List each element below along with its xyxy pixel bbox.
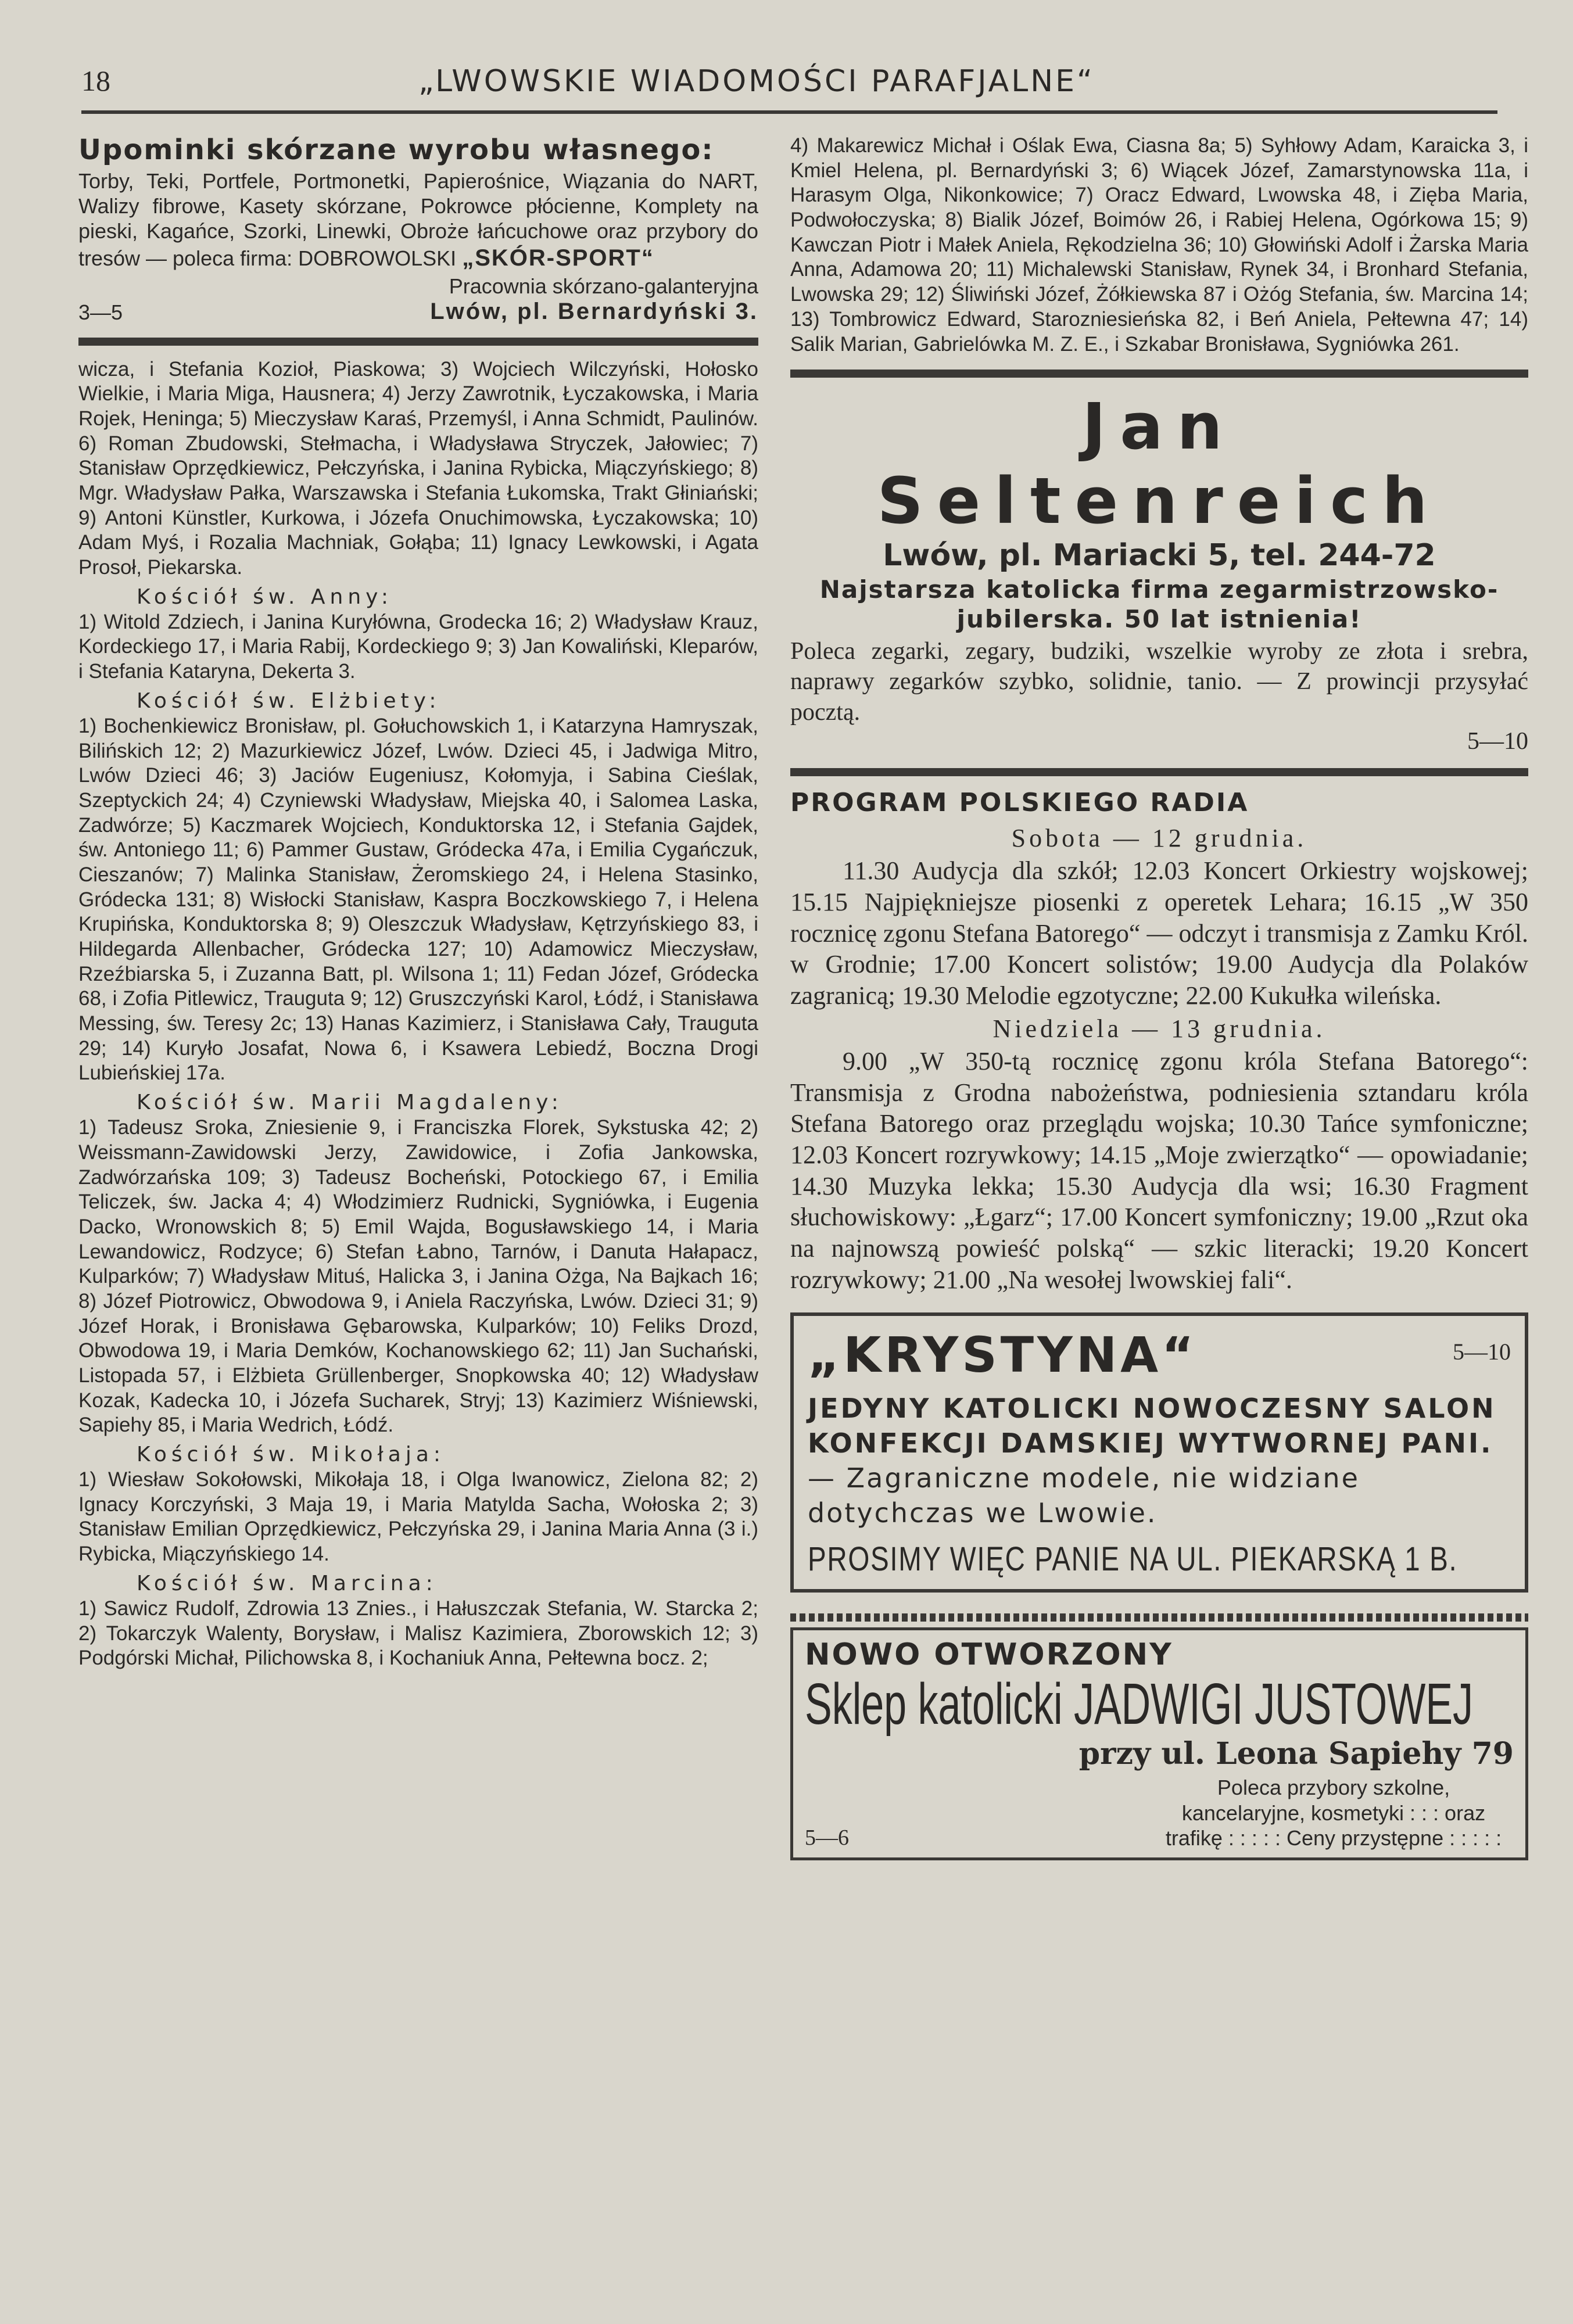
ad-text: JEDYNY KATOLICKI NOWOCZESNY SALON KONFEKCJI DAMSKIEJ WYTWORNEJ PANI. — [808, 1393, 1496, 1459]
marriage-list-elzbiety: 1) Bochenkiewicz Bronisław, pl. Gołuchowskich 1, i Katarzyna Hamryszak, Bilińskich 12; 2) Mazurkiewicz Józef, Lwów. Dzieci 45, i Jadwiga Mitro, Lwów Dzieci 46; 3) Jaciów Eugeniusz, Kołomyja, i Sabina Cieślak, Szeptyckich 24; 4) Czyniewski Władysław, Miejska 40, i Salomea Laska, Zadwórze; 5) Kaczmarek Wojciech, Konduktorska 12, i Stefania Gajdek, św. Antoniego 11; 6) Pammer Gustaw, Gródecka 47a, i Emilia Cygańczuk, Cieszanów; 7) Malinka Stanisław, Żeromskiego 24, i Helena Stasinko, Gródecka 131; 8) Wisłocki Stanisław, Kaspra Boczkowskiego 7, i Helena Krupińska, Konduktorska 8; 9) Oleszczuk Władysław, Kętrzyńskiego 83, i Hildegarda Allenbacher, Gródecka 127; 10) Adamowicz Mieczysław, Rzeźbiarska 5, i Zuzanna Batt, pl. Wilsona 1; 11) Fedan Józef, Gródecka 68, i Zofia Pitlewicz, Trauguta 9; 12) Gruszczyński Karol, Łódź, i Stanisława Messing, św. Teresy 2c; 13) Hanas Kazimierz, i Stanisława Cały, Trauguta 29; 14) Kuryło Josafat, Nowa 6, i Ksawera Lebiedź, Boczna Drogi Lubieńskiej 17a. — [78, 714, 758, 1085]
sklep-ad-bottom — [805, 1775, 1514, 1850]
ad-offer: Poleca przybory szkolne, kancelaryjne, kosmetyki : : : oraz trafikę : : : : : Ceny przystępne : : : : : — [1165, 1776, 1502, 1850]
sklep-ad — [790, 1627, 1528, 1860]
radio-title: PROGRAM POLSKIEGO RADIA — [790, 788, 1249, 818]
ad-body: Poleca zegarki, zegary, budziki, wszelkie wyroby ze złota i srebra, naprawy zegarków szybko, solidnie, tanio. — Z prowincji przysyłać pocztą. — [790, 637, 1528, 726]
ad-address: Lwów, pl. Bernardyński 3. — [430, 298, 758, 324]
ad-firm-name: „KRYSTYNA“ — [808, 1326, 1198, 1384]
ad-headline: NOWO OTWORZONY — [805, 1637, 1173, 1673]
page-number: 18 — [81, 64, 110, 97]
ad-address-block — [352, 274, 758, 325]
marriage-list-magdaleny: 1) Tadeusz Sroka, Zniesienie 9, i Franciszka Florek, Sykstuska 42; 2) Weissmann-Zawidowski Jerzy, Zawidowice, i Zofia Jankowska, Zadwórzańska 109; 3) Tadeusz Bocheński, Potockiego 67, i Emilia Teliczek, św. Jacka 4; 4) Włodzimierz Rudnicki, Sygniówka, i Eugenia Dacko, Wronowskich 8; 5) Emil Wajda, Bogusławskiego 14, i Maria Lewandowicz, Rodzyce; 6) Stefan Łabno, Tarnów, i Danuta Hałapacz, Kulparków; 7) Władysław Mituś, Halicka 3, i Janina Ożga, Na Bajkach 16; 8) Józef Piotrowicz, Obwodowa 9, i Aniela Raczyńska, Lwów. Dzieci 31; 9) Józef Horak, i Bronisława Gębarowska, Kulparków; 10) Feliks Drozd, Obwodowa 19, i Maria Demków, Kochanowskiego 62; 11) Jan Suchański, Listopada 57, i Elżbieta Grüllenberger, Snopkowska 40; 12) Władysław Kozak, Kadecka 10, i Józefa Sucharek, Stryj; 13) Kazimierz Wiśniewski, Sapiehy 85, i Maria Wedrich, Łódź. — [78, 1116, 758, 1437]
ad-code: 5—6 — [805, 1825, 849, 1850]
skor-sport-ad — [78, 134, 758, 325]
ad-footer — [790, 727, 1528, 755]
running-title: „LWOWSKIE WIADOMOŚCI PARAFJALNE“ — [418, 64, 1095, 99]
ad-address: Lwów, pl. Mariacki 5, tel. 244-72 — [883, 538, 1436, 573]
ad-body-text: Torby, Teki, Portfele, Portmonetki, Papierośnice, Wiązania do NART, Walizy fibrowe, Kasety skórzane, Pokrowce płócienne, Komplety na pieski, Kagańce, Szorki, Linewki, Obroże łańcuchowe oraz przybory do tresów — poleca firma: DOBROWOLSKI — [78, 169, 758, 270]
ad-claim: Najstarsza katolicka firma zegarmistrzowsko-jubilerska. 50 lat istnienia! — [819, 575, 1499, 633]
section-heading-anny: Kościół św. Anny: — [137, 584, 393, 609]
right-column — [790, 134, 1528, 2289]
ad-address: przy ul. Leona Sapiehy 79 — [1078, 1736, 1514, 1772]
krystyna-ad — [790, 1312, 1528, 1593]
ad-bottom-line: PROSIMY WIĘC PANIE NA UL. PIEKARSKĄ 1 B. — [808, 1540, 1458, 1579]
radio-day-sunday: Niedziela — 13 grudnia. — [992, 1014, 1326, 1043]
divider — [790, 370, 1528, 378]
marriage-list-intro: wicza, i Stefania Kozioł, Piaskowa; 3) Wojciech Wilczyński, Hołosko Wielkie, i Maria Miga, Hausnera; 4) Jerzy Zawrotnik, Łyczakowska, i Maria Rojek, Heninga; 5) Mieczysław Karaś, Przemyśl, i Anna Schmidt, Paulinów. 6) Roman Zbudowski, Stełmacha, i Władysława Stryczek, Jałowiec; 7) Stanisław Oprzędkiewicz, Pełczyńska, i Janina Rybicka, Miączyńskiego; 8) Mgr. Władysław Pałka, Warszawska i Stefania Łukomska, Trakt Głiniański; 9) Antoni Künstler, Kurkowa, i Józefa Onuchimowska, Łyczakowska; 10) Adam Myś, i Rozalia Machniak, Gołąba; 11) Ignacy Lewkowski, i Agata Prosoł, Piekarska. — [78, 357, 758, 579]
ad-firm-name: Sklep katolicki JADWIGI JUSTOWEJ — [805, 1672, 1474, 1737]
ad-body — [78, 168, 758, 272]
divider — [78, 338, 758, 346]
ad-title: Upominki skórzane wyrobu własnego: — [78, 134, 714, 166]
ad-firm-name: Jan Seltenreich — [877, 389, 1442, 539]
ad-text-secondary: — Zagraniczne modele, nie widziane dotychczas we Lwowie. — [808, 1462, 1360, 1529]
ad-address-row — [78, 274, 758, 325]
ad-code: 5—10 — [1453, 1339, 1511, 1365]
section-heading-mikolaja: Kościół św. Mikołaja: — [137, 1443, 446, 1467]
section-heading-magdaleny: Kościół św. Marii Magdaleny: — [137, 1091, 563, 1115]
radio-schedule-saturday: 11.30 Audycja dla szkół; 12.03 Koncert Orkiestry wojskowej; 15.15 Najpiękniejsze piosenki z operetek Lehara; 16.15 „W 350 rocznicę zgonu Stefana Batorego“ — odczyt i transmisja z Zamku Król. w Grodnie; 17.00 Koncert solistów; 19.00 Audycja dla Polaków zagranicą; 19.30 Melodie egzotyczne; 22.00 Kukułka wileńska. — [790, 856, 1528, 1010]
radio-schedule-sunday: 9.00 „W 350-tą rocznicę zgonu króla Stefana Batorego“: Transmisja z Grodna nabożeństwa, podniesienia sztandaru króla Stefana Batorego oraz przeglądu wojska; 10.30 Tańce symfoniczne; 12.03 Koncert rozrywkowy; 14.15 „Moje zwierzątko“ — opowiadanie; 14.30 Muzyka lekka; 15.30 Audycja dla wsi; 16.30 Fragment słuchowiskowy: „Łgarz“; 17.00 Koncert symfoniczny; 19.00 „Rzut oka na najnowszą powieść polską“ — szkic literacki; 19.20 Koncert rozrywkowy; 21.00 „Na wesołej lwowskiej fali“. — [790, 1046, 1528, 1294]
ad-firm: „SKÓR-SPORT“ — [462, 245, 654, 271]
section-heading-marcina: Kościół św. Marcina: — [137, 1571, 438, 1595]
page-header — [81, 64, 1497, 114]
marriage-list-continued: 4) Makarewicz Michał i Oślak Ewa, Ciasna 8a; 5) Syhłowy Adam, Karaicka 3, i Kmiel Helena, pl. Bernardyński 3; 6) Wiącek Józef, Zamarstynowska 11a, i Harasym Olga, Nikonkowice; 7) Oracz Edward, Lwowska 48, i Zięba Maria, Podwołoczyska; 8) Bialik Józef, Boimów 26, i Rabiej Helena, Ogórkowa 15; 9) Kawczan Piotr i Małek Aniela, Rękodzielna 36; 10) Głowiński Adolf i Żarska Maria Anna, Adamowa 20; 11) Michalewski Stanisław, Rynek 34, i Bronhard Stefania, Lwowska 29; 12) Śliwiński Józef, Żółkiewska 87 i Ożóg Stefania, św. Marcina 14; 13) Tombrowicz Edward, Starozniesieńska 82, i Beń Aniela, Pełtewna 47; 14) Salik Marian, Gabrielówka M. Z. E., i Szkabar Bronisława, Sygniówka 261. — [790, 134, 1528, 356]
left-column — [78, 134, 758, 2289]
seltenreich-ad — [790, 389, 1528, 755]
krystyna-ad-head — [808, 1326, 1511, 1383]
marriage-list-mikolaja: 1) Wiesław Sokołowski, Mikołaja 18, i Olga Iwanowicz, Zielona 82; 2) Ignacy Korczyński, 3 Maja 19, i Maria Matylda Sacha, Wołoska 2; 3) Stanisław Emilian Oprzędkiewicz, Pełczyńska 29, i Janina Maria Anna (3 i.) Rybicka, Miączyńskiego 14. — [78, 1468, 758, 1566]
radio-program — [790, 788, 1528, 1295]
section-heading-elzbiety: Kościół św. Elżbiety: — [137, 688, 441, 713]
radio-day-saturday: Sobota — 12 grudnia. — [1011, 824, 1307, 853]
ad-code: 5—10 — [1467, 728, 1528, 755]
dotted-divider — [790, 1613, 1528, 1622]
ad-code: 3—5 — [78, 300, 123, 324]
ad-workshop: Pracownia skórzano-galanteryjna — [449, 274, 758, 298]
marriage-list-anny: 1) Witold Zdziech, i Janina Kuryłówna, Grodecka 16; 2) Władysław Krauz, Kordeckiego 17, i Maria Rabij, Kordeckiego 9; 3) Jan Kowaliński, Kleparów, i Stefania Kataryna, Dekerta 3. — [78, 610, 758, 683]
marriage-list-marcina: 1) Sawicz Rudolf, Zdrowia 13 Znies., i Hałuszczak Stefania, W. Starcka 2; 2) Tokarczyk Walenty, Borysław, i Malisz Kazimiera, Zborowskich 12; 3) Podgórski Michał, Pilichowska 8, i Kochaniuk Anna, Pełtewna bocz. 2; — [78, 1597, 758, 1670]
divider — [790, 768, 1528, 776]
